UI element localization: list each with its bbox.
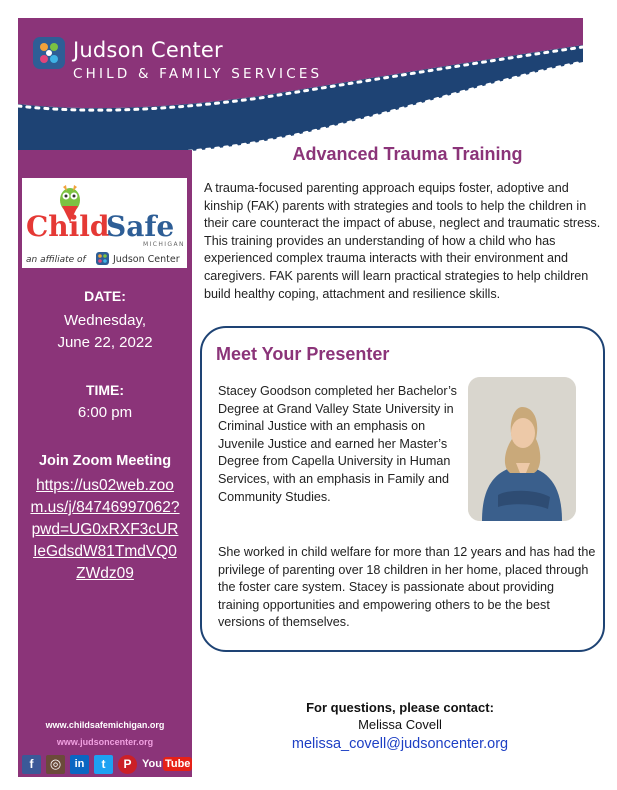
contact-block: [230, 700, 570, 752]
contact-name: Melissa Covell: [358, 717, 442, 732]
time-label: TIME:: [85, 382, 125, 398]
twitter-icon[interactable]: t: [94, 755, 113, 774]
date-label: DATE:: [84, 288, 126, 304]
date-day: Wednesday,: [64, 312, 146, 329]
date-value: June 22, 2022: [57, 334, 153, 351]
time-value: 6:00 pm: [77, 404, 133, 421]
presenter-bio-2: She worked in child welfare for more than 12 years and has had the privilege of parenting over 18 children in her home, placed through the foster care system. Stacey is passionate about providing training opportunities and empowering others to be the best versions of themselves.: [218, 545, 596, 630]
childsafe-logo: [22, 178, 187, 268]
childsafe-state: MICHIGAN: [143, 241, 185, 248]
zoom-meeting-link[interactable]: https://us02web.zoom.us/j/84746997062?pwd=UG0xRXF3cURIeGdsdW81TmdVQ0ZWdz09: [30, 477, 180, 582]
facebook-icon[interactable]: f: [22, 755, 41, 774]
contact-label: For questions, please contact:: [306, 700, 494, 715]
org-name: Judson Center: [73, 38, 223, 62]
zoom-link-wrap: [18, 475, 192, 585]
zoom-label: Join Zoom Meeting: [38, 453, 172, 469]
youtube-tube: Tube: [164, 758, 191, 770]
linkedin-icon[interactable]: in: [70, 755, 89, 774]
page-title: Advanced Trauma Training: [292, 144, 523, 164]
instagram-icon[interactable]: ◎: [46, 755, 65, 774]
youtube-you: You: [142, 758, 162, 770]
website-judson[interactable]: www.judsoncenter.org: [56, 737, 154, 747]
intro-paragraph: A trauma-focused parenting approach equips foster, adoptive and kinship (FAK) parents with strategies and tools to help the children in their care counteract the impact of abuse, neglect and traumatic stress. This training provides an understanding of how a child who has experienced complex trauma interacts with their environment and caregivers. FAK parents will learn practical strategies to help children build healthy coping, attachment and resilience skills.: [204, 181, 601, 301]
social-icons: [22, 754, 192, 774]
org-subtitle: CHILD & FAMILY SERVICES: [73, 66, 323, 82]
judson-center-logo: [32, 36, 66, 70]
presenter-heading: Meet Your Presenter: [216, 344, 390, 364]
affiliate-org: Judson Center: [113, 254, 180, 265]
presenter-bio-1: Stacey Goodson completed her Bachelor’s Degree at Grand Valley State University in Criminal Justice with an emphasis on Juvenile Justice and earned her Master’s Degree from Capella University in Human Services, with an emphasis in Family and Community Studies.: [218, 384, 457, 504]
date-block: [18, 310, 192, 354]
contact-email[interactable]: melissa_covell@judsoncenter.org: [291, 736, 509, 752]
childsafe-brand-child: Child: [26, 210, 110, 243]
presenter-photo: [468, 377, 576, 521]
youtube-icon[interactable]: [142, 757, 192, 771]
childsafe-brand-safe: Safe: [106, 210, 175, 243]
pinterest-icon[interactable]: P: [118, 755, 137, 774]
website-childsafe[interactable]: www.childsafemichigan.org: [45, 720, 165, 730]
affiliate-text: an affiliate of: [26, 255, 86, 265]
